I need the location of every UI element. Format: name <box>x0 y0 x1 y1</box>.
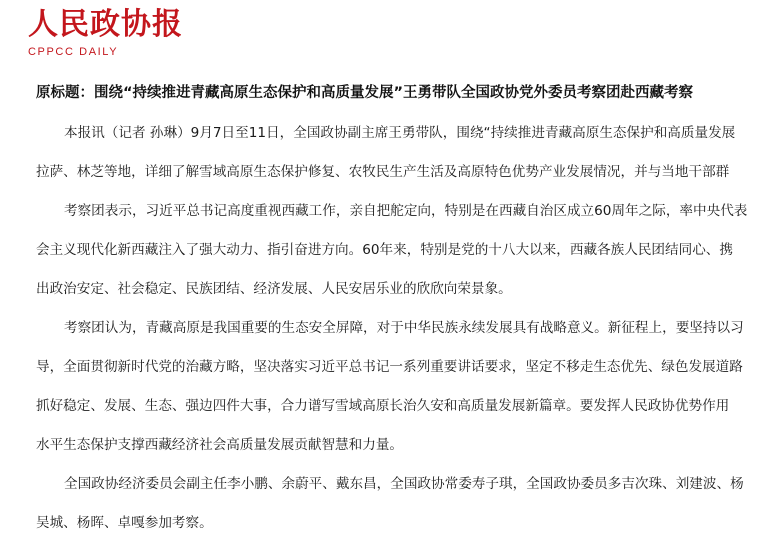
article-paragraph: 本报讯（记者 孙琳）9月7日至11日，全国政协副主席王勇带队，围绕“持续推进青藏高原生态保护和高质量发展 <box>64 125 736 141</box>
article-paragraph: 全国政协经济委员会副主任李小鹏、余蔚平、戴东昌，全国政协常委寿子琪，全国政协委员多吉次珠、刘建波、杨 <box>64 476 744 492</box>
article-paragraph: 导，全面贯彻新时代党的治藏方略，坚决落实习近平总书记一系列重要讲话要求，坚定不移走生态优先、绿色发展道路 <box>36 359 743 375</box>
masthead-english-title: CPPCC DAILY <box>28 46 119 58</box>
article-paragraph: 拉萨、林芝等地，详细了解雪域高原生态保护修复、农牧民生产生活及高原特色优势产业发展情况，并与当地干部群 <box>36 164 730 180</box>
article-paragraph: 考察团表示，习近平总书记高度重视西藏工作，亲自把舵定向，特别是在西藏自治区成立60周年之际，率中央代表 <box>64 203 748 219</box>
page-title: 原标题：围绕“持续推进青藏高原生态保护和高质量发展”王勇带队全国政协党外委员考察团赴西藏考察 <box>36 85 694 101</box>
article-paragraph: 抓好稳定、发展、生态、强边四件大事，合力谱写雪域高原长治久安和高质量发展新篇章。要发挥人民政协优势作用 <box>36 398 730 414</box>
masthead-chinese-title: 人民政协报 <box>28 7 183 42</box>
article-body <box>36 120 778 537</box>
masthead <box>28 8 228 58</box>
article-paragraph: 会主义现代化新西藏注入了强大动力、指引奋进方向。60年来，特别是党的十八大以来，西藏各族人民团结同心、携 <box>36 242 733 258</box>
article-container <box>36 82 778 537</box>
article-paragraph: 吴城、杨晖、卓嘎参加考察。 <box>36 515 213 531</box>
article-paragraph: 出政治安定、社会稳定、民族团结、经济发展、人民安居乐业的欣欣向荣景象。 <box>36 281 512 297</box>
article-paragraph: 水平生态保护支撑西藏经济社会高质量发展贡献智慧和力量。 <box>36 437 404 453</box>
article-paragraph: 考察团认为，青藏高原是我国重要的生态安全屏障，对于中华民族永续发展具有战略意义。新征程上，要坚持以习 <box>64 320 744 336</box>
